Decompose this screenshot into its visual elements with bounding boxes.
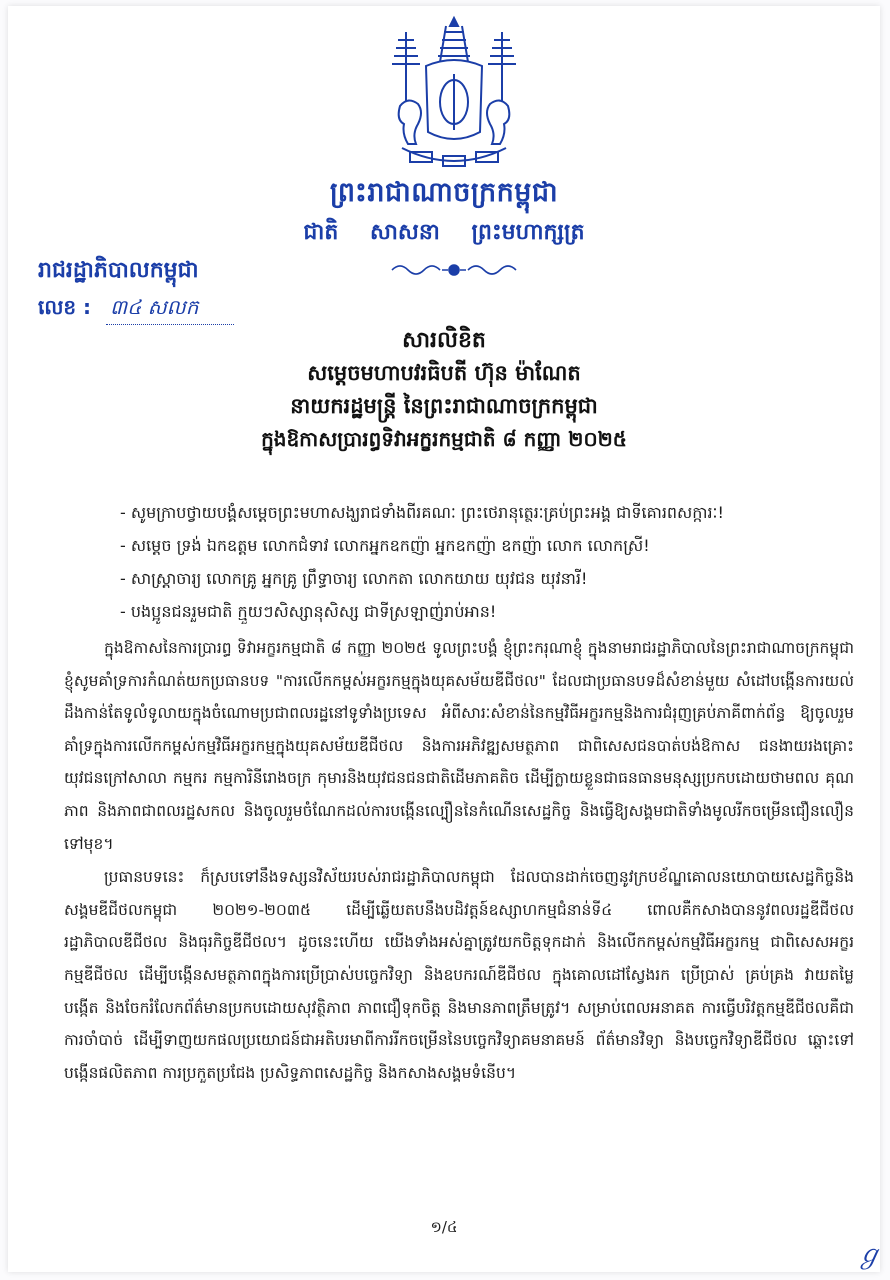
title-line-3: នាយករដ្ឋមន្ត្រី នៃព្រះរាជាណាចក្រកម្ពុជា	[290, 394, 598, 418]
salutation-item: - សម្តេច ទ្រង់ ឯកឧត្តម លោកជំទាវ លោកអ្នកឧកញ៉ា អ្នកឧកញ៉ា ឧកញ៉ា លោក លោកស្រី!	[120, 529, 860, 562]
salutation-list	[120, 496, 860, 628]
reference-value: ៣៤ សលក	[106, 294, 234, 325]
body-paragraph: ក្នុងឱកាសនៃការប្រារព្ធ ទិវាអក្ខរកម្មជាតិ ៨ កញ្ញា ២០២៥ ទូលព្រះបង្គំ ខ្ញុំព្រះករុណាខ្ញុំ ក្នុងនាមរាជរដ្ឋាភិបាលនៃព្រះរាជាណាចក្រកម្ពុជា ខ្ញុំសូមគាំទ្រការកំណត់យកប្រធានបទ "ការលើកកម្ពស់អក្ខរកម្មក្នុងយុគសម័យឌីជីថល" ដែលជាប្រធានបទដ៏សំខាន់មួយ សំដៅបង្កើនការយល់ដឹងកាន់តែទូលំទូលាយក្នុងចំណោមប្រជាពលរដ្ឋនៅទូទាំងប្រទេស អំពីសារៈសំខាន់នៃកម្មវិធីអក្ខរកម្មនិងការជំរុញគ្រប់ភាគីពាក់ព័ន្ធ ឱ្យចូលរួមគាំទ្រក្នុងការលើកកម្ពស់កម្មវិធីអក្ខរកម្មក្នុងយុគសម័យឌីជីថល និងការអភិវឌ្ឍសមត្ថភាព ជាពិសេសជនបាត់បង់ឱកាស ជនងាយរងគ្រោះ យុវជនក្រៅសាលា កម្មករ កម្មការិនីរោងចក្រ កុមារនិងយុវជនជនជាតិដើមភាគតិច ដើម្បីក្លាយខ្លួនជាធនធានមនុស្សប្រកបដោយថាមពល គុណភាព និងភាពជាពលរដ្ឋសកល និងចូលរួមចំណែកដល់ការបង្កើនល្បឿននៃកំណើនសេដ្ឋកិច្ច និងធ្វើឱ្យសង្គមជាតិទាំងមូលរីកចម្រើនជឿនលឿនទៅមុខ។	[64, 639, 854, 853]
reference-label: លេខ :	[38, 295, 92, 319]
kingdom-heading: ព្រះរាជាណាចក្រកម្ពុជា	[329, 177, 559, 208]
document-title	[8, 324, 880, 456]
salutation-item: - សាស្ត្រាចារ្យ លោកគ្រូ អ្នកគ្រូ ព្រឹទ្ធាចារ្យ លោកតា លោកយាយ យុវជន យុវនារី!	[120, 562, 860, 595]
salutation-item: - បងប្អូនជនរួមជាតិ ក្មួយៗសិស្សានុសិស្ស ជាទីស្រឡាញ់រាប់អាន!	[120, 595, 860, 628]
title-line-1: សារលិខិត	[402, 328, 486, 353]
salutation-item: - សូមក្រាបថ្វាយបង្គំសម្តេចព្រះមហាសង្ឃរាជទាំងពីរគណៈ ព្រះថេរានុត្ថេរៈគ្រប់ព្រះអង្គ ជាទីគោរពសក្ការៈ!	[120, 496, 860, 529]
page-number: ១/៤	[430, 1218, 458, 1236]
handwritten-initial: ℊ	[856, 1240, 883, 1270]
message-body	[64, 632, 854, 1090]
government-name: រាជរដ្ឋាភិបាលកម្ពុជា	[38, 258, 199, 283]
national-motto: ជាតិ សាសនា ព្រះមហាក្សត្រ	[303, 220, 585, 245]
reference-number	[38, 294, 234, 325]
title-line-4: ក្នុងឱកាសប្រារព្ធទិវាអក្ខរកម្មជាតិ ៨ កញ្ញា ២០២៥	[261, 427, 627, 451]
body-paragraph: ប្រធានបទនេះ ក៏ស្របទៅនឹងទស្សនវិស័យរបស់រាជរដ្ឋាភិបាលកម្ពុជា ដែលបានដាក់ចេញនូវក្របខ័ណ្ឌគោលនយោបាយសេដ្ឋកិច្ចនិងសង្គមឌីជីថលកម្ពុជា ២០២១-២០៣៥ ដើម្បីឆ្លើយតបនឹងបដិវត្តន៍ឧស្សាហកម្មជំនាន់ទី៤ ពោលគឺកសាងបាននូវពលរដ្ឋឌីជីថល រដ្ឋាភិបាលឌីជីថល និងធុរកិច្ចឌីជីថល។ ដូចនេះហើយ យើងទាំងអស់គ្នាត្រូវយកចិត្តទុកដាក់ និងលើកកម្ពស់កម្មវិធីអក្ខរកម្ម ជាពិសេសអក្ខរកម្មឌីជីថល ដើម្បីបង្កើនសមត្ថភាពក្នុងការប្រើប្រាស់បច្ចេកវិទ្យា និងឧបករណ៍ឌីជីថល ក្នុងគោលដៅស្វែងរក ប្រើប្រាស់ គ្រប់គ្រង វាយតម្លៃ បង្កើត និងចែករំលែកព័ត៌មានប្រកបដោយសុវត្ថិភាព ភាពជឿទុកចិត្ត និងមានភាពត្រឹមត្រូវ។ សម្រាប់ពេលអនាគត ការធ្វើបរិវត្តកម្មឌីជីថលគឺជាការចាំបាច់ ដើម្បីទាញយកផលប្រយោជន៍ជាអតិបរមាពីការរីកចម្រើននៃបច្ចេកវិទ្យាគមនាគមន៍ ព័ត៌មានវិទ្យា និងបច្ចេកវិទ្យាឌីជីថល ឆ្ពោះទៅបង្កើនផលិតភាព ការប្រកួតប្រជែង ប្រសិទ្ធភាពសេដ្ឋកិច្ច និងកសាងសង្គមទំនើប។	[64, 868, 854, 1082]
royal-arms-emblem-icon	[380, 14, 528, 176]
ornament-divider-icon	[390, 261, 518, 279]
title-line-2: សម្តេចមហាបវរធិបតី ហ៊ុន ម៉ាណែត	[307, 361, 581, 385]
document-page	[8, 6, 883, 1272]
